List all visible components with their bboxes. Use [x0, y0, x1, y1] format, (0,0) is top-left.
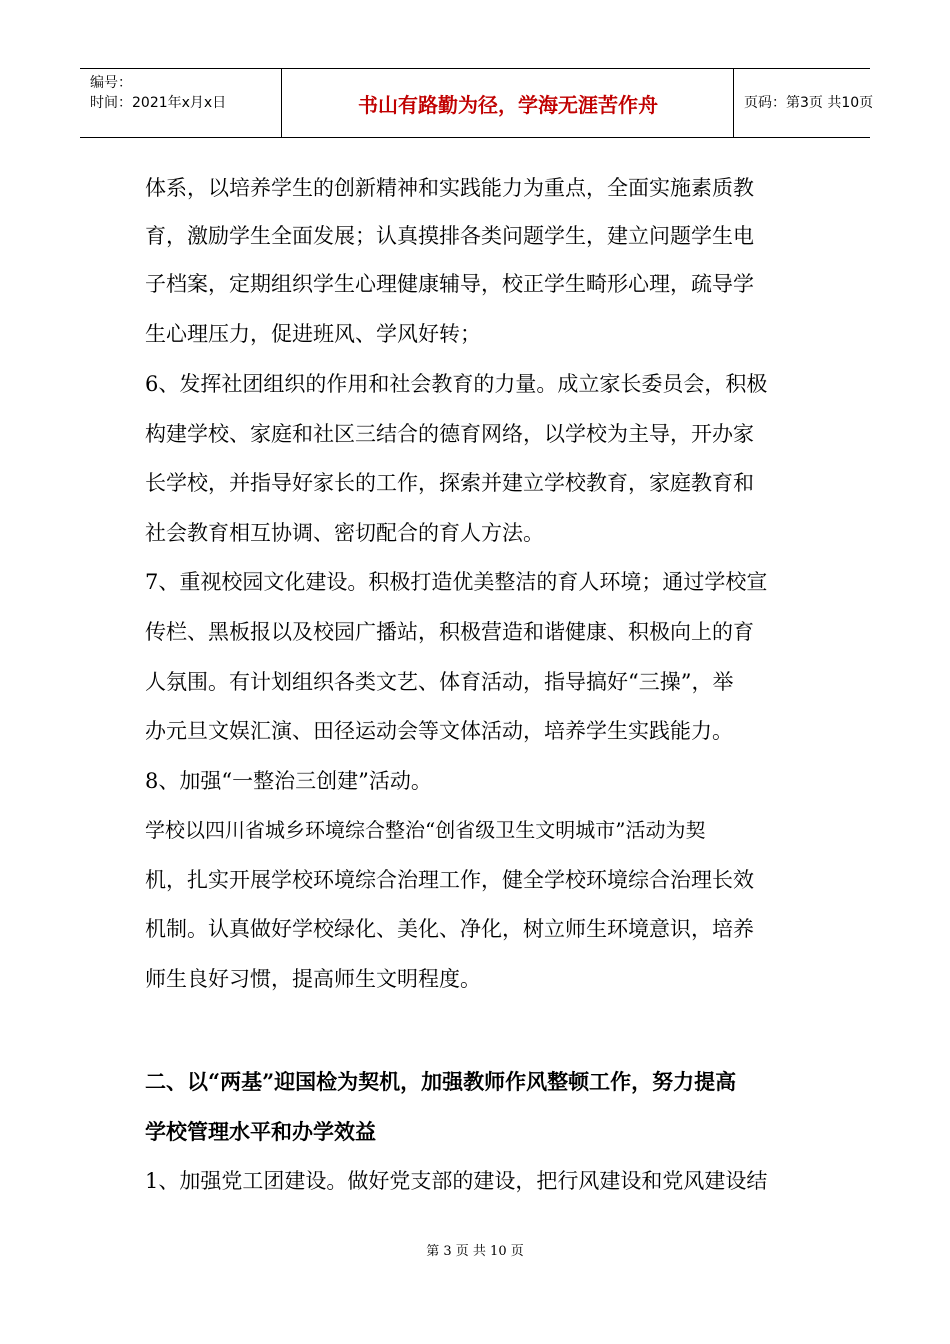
page-header [80, 68, 874, 138]
motto: 书山有路勤为径，学海无涯苦作舟 [358, 93, 658, 117]
header-page-cell [734, 69, 874, 137]
header-page-info: 页码：第3页 共10页 [744, 95, 874, 111]
body-line: 人氛围。有计划组织各类文艺、体育活动，指导搞好“三操”，举 [145, 670, 734, 694]
body-line: 长学校，并指导好家长的工作，探索并建立学校教育，家庭教育和 [145, 471, 754, 495]
body-line: 子档案，定期组织学生心理健康辅导，校正学生畸形心理，疏导学 [145, 272, 754, 296]
body-line: 学校以四川省城乡环境综合整治“创省级卫生文明城市”活动为契 [145, 818, 706, 842]
code-label: 编号： [90, 75, 132, 91]
body-line: 师生良好习惯，提高师生文明程度。 [145, 967, 481, 991]
date-label: 时间：2021年x月x日 [90, 95, 227, 111]
body-line: 构建学校、家庭和社区三结合的德育网络，以学校为主导，开办家 [145, 422, 754, 446]
body-line: 社会教育相互协调、密切配合的育人方法。 [145, 521, 544, 545]
body-line: 6、发挥社团组织的作用和社会教育的力量。成立家长委员会，积极 [145, 372, 768, 396]
page-footer: 第 3 页 共 10 页 [426, 1244, 524, 1259]
body-line: 7、重视校园文化建设。积极打造优美整洁的育人环境；通过学校宣 [145, 570, 768, 594]
body-line: 生心理压力，促进班风、学风好转； [145, 322, 481, 346]
body-line: 1、加强党工团建设。做好党支部的建设，把行风建设和党风建设结 [145, 1169, 768, 1193]
section-heading-line: 学校管理水平和办学效益 [145, 1119, 376, 1144]
section-heading-line: 二、以“两基”迎国检为契机，加强教师作风整顿工作，努力提高 [145, 1069, 737, 1094]
header-meta-cell [80, 69, 282, 137]
body-line: 机制。认真做好学校绿化、美化、净化，树立师生环境意识，培养 [145, 917, 754, 941]
body-line: 机，扎实开展学校环境综合治理工作，健全学校环境综合治理长效 [145, 868, 754, 892]
body-line: 办元旦文娱汇演、田径运动会等文体活动，培养学生实践能力。 [145, 719, 733, 743]
body-line: 育，激励学生全面发展；认真摸排各类问题学生，建立问题学生电 [145, 224, 754, 248]
header-motto-cell [282, 69, 734, 137]
body-line: 体系，以培养学生的创新精神和实践能力为重点，全面实施素质教 [145, 176, 754, 200]
body-line: 8、加强“一整治三创建”活动。 [145, 769, 432, 793]
body-line: 传栏、黑板报以及校园广播站，积极营造和谐健康、积极向上的育 [145, 620, 754, 644]
